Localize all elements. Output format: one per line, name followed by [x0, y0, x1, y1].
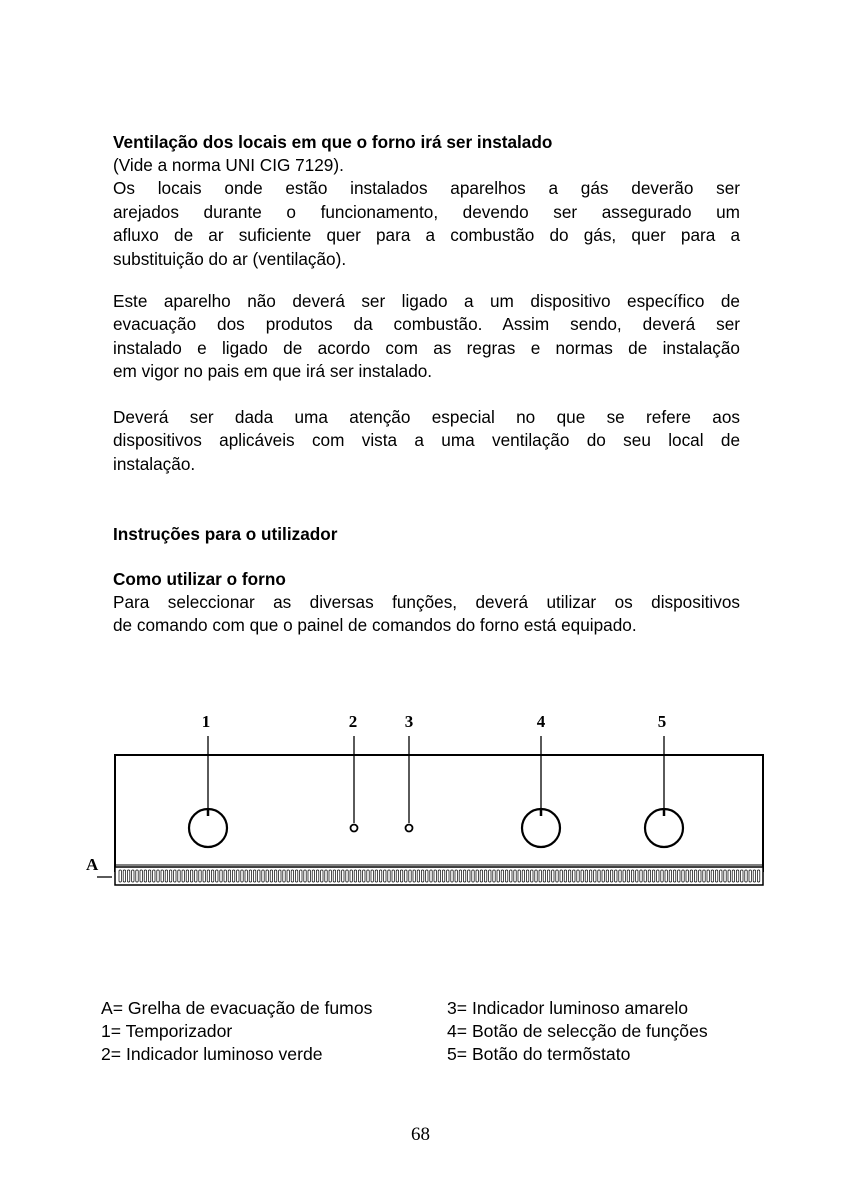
legend-item-1: 1= Temporizador: [101, 1021, 233, 1041]
text-line: instalado e ligado de acordo com as regras e normas de instalação: [113, 337, 740, 358]
section-title-user-instructions: Instruções para o utilizador: [113, 524, 338, 544]
smoke-evacuation-grille: [115, 867, 763, 885]
page-number: 68: [411, 1124, 430, 1145]
control-panel-outline: [115, 755, 763, 871]
yellow-indicator-light: [406, 825, 413, 832]
text-line: evacuação dos produtos da combustão. Assim sendo, deverá ser: [113, 314, 740, 335]
control-panel-diagram: [80, 705, 770, 895]
text-line: (Vide a norma UNI CIG 7129).: [113, 155, 344, 175]
callout-1: 1: [201, 712, 211, 731]
paragraph-ventilation: [113, 154, 740, 271]
text-line: dispositivos aplicáveis com vista a uma ventilação do seu local de: [113, 430, 740, 451]
section-title-ventilation: Ventilação dos locais em que o forno irá ser instalado: [113, 132, 553, 152]
legend-item-a: A= Grelha de evacuação de fumos: [101, 998, 373, 1018]
text-line: afluxo de ar suficiente quer para a combustão do gás, quer para a: [113, 225, 740, 246]
text-line: Os locais onde estão instalados aparelhos a gás deverão ser: [113, 178, 740, 199]
paragraph-oven-use: [113, 591, 740, 638]
legend-item-3: 3= Indicador luminoso amarelo: [447, 998, 689, 1018]
text-line: Este aparelho não deverá ser ligado a um dispositivo específico de: [113, 291, 740, 311]
text-line: Deverá ser dada uma atenção especial no que se refere aos: [113, 407, 740, 427]
text-line: de comando com que o painel de comandos do forno está equipado.: [113, 615, 637, 636]
callout-3: 3: [404, 712, 414, 731]
legend-item-5: 5= Botão do termõstato: [447, 1044, 631, 1064]
subsection-title-oven-use: Como utilizar o forno: [113, 569, 286, 589]
legend-item-4: 4= Botão de selecção de funções: [447, 1021, 708, 1041]
text-line: arejados durante o funcionamento, devendo ser assegurado um: [113, 201, 740, 222]
green-indicator-light: [351, 825, 358, 832]
legend-item-2: 2= Indicador luminoso verde: [101, 1044, 323, 1064]
text-line: em vigor no pais em que irá ser instalado.: [113, 361, 433, 382]
paragraph-evacuation: [113, 290, 740, 384]
grille-label: A: [86, 855, 99, 874]
callout-2: 2: [348, 712, 358, 731]
text-line: Para seleccionar as diversas funções, deverá utilizar os dispositivos: [113, 592, 740, 612]
callout-4: 4: [536, 712, 546, 731]
text-line: instalação.: [113, 453, 196, 474]
paragraph-attention: [113, 406, 740, 476]
callout-5: 5: [657, 712, 667, 731]
text-line: substituição do ar (ventilação).: [113, 248, 347, 269]
legend-right-column: [447, 997, 708, 1066]
legend-left-column: [101, 997, 372, 1066]
